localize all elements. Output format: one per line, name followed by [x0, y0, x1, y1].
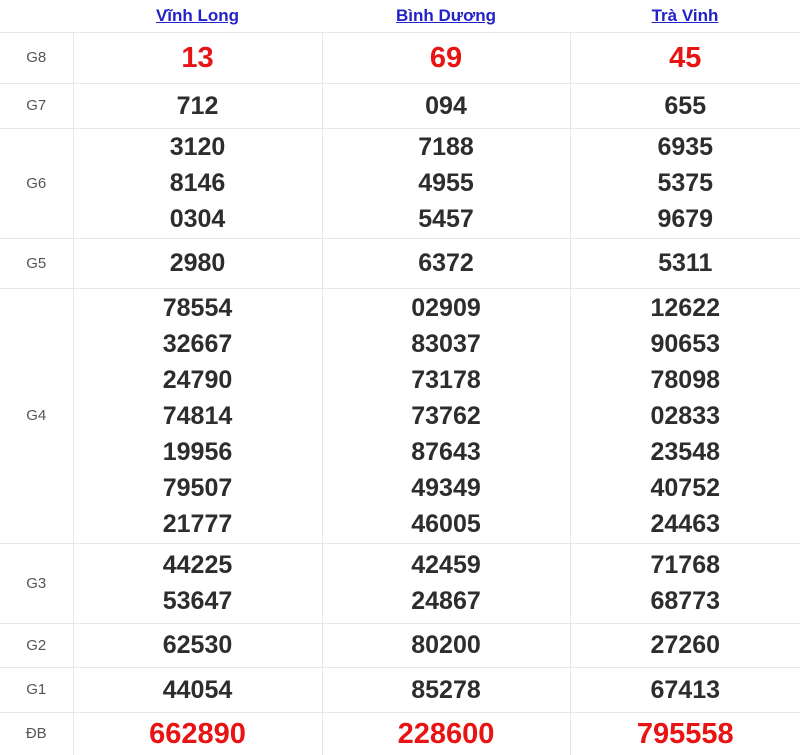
result-cell	[322, 712, 570, 755]
prize-row-g1	[0, 667, 800, 712]
result-number: 02909	[411, 293, 481, 322]
result-number: 2980	[169, 249, 226, 277]
result-number: 8146	[169, 169, 226, 197]
prize-row-g7	[0, 83, 800, 128]
result-number: 67413	[650, 675, 721, 704]
prize-row-g6	[0, 128, 800, 238]
result-cell	[322, 128, 570, 238]
prize-row-g3	[0, 543, 800, 623]
result-cell	[322, 238, 570, 288]
column-header-binh-duong	[322, 0, 570, 32]
results-body	[0, 32, 800, 755]
result-cell	[73, 83, 322, 128]
result-number: 13	[181, 41, 214, 74]
result-number: 655	[664, 91, 707, 120]
result-number: 68773	[650, 587, 721, 615]
prize-label: G3	[0, 543, 73, 623]
prize-row-g4	[0, 288, 800, 543]
province-link-tra-vinh[interactable]: Trà Vinh	[651, 5, 719, 25]
result-cell	[73, 543, 322, 623]
result-number: 4955	[418, 169, 474, 197]
result-cell	[570, 288, 800, 543]
result-cell	[322, 288, 570, 543]
result-number: 3120	[169, 133, 226, 161]
column-header-tra-vinh	[570, 0, 800, 32]
result-number: 712	[176, 91, 219, 120]
result-number: 42459	[411, 551, 481, 579]
result-cell	[570, 238, 800, 288]
result-cell	[570, 128, 800, 238]
result-cell	[322, 83, 570, 128]
result-cell	[570, 543, 800, 623]
result-number: 87643	[411, 437, 481, 466]
result-number: 6372	[418, 249, 474, 277]
prize-label: G6	[0, 128, 73, 238]
result-number: 5311	[658, 249, 713, 277]
result-cell	[570, 32, 800, 83]
result-cell	[73, 667, 322, 712]
result-cell	[322, 32, 570, 83]
result-number: 6935	[657, 133, 714, 161]
province-link-binh-duong[interactable]: Bình Dương	[396, 5, 496, 25]
result-number: 27260	[650, 631, 721, 659]
prize-label: ĐB	[0, 712, 73, 755]
result-number: 795558	[636, 717, 734, 750]
result-number: 9679	[657, 205, 714, 233]
prize-label: G1	[0, 667, 73, 712]
result-number: 12622	[650, 293, 721, 322]
result-number: 46005	[411, 509, 481, 538]
prize-row-g2	[0, 623, 800, 667]
header-row	[0, 0, 800, 32]
result-number: 62530	[162, 631, 233, 659]
result-cell	[73, 238, 322, 288]
result-cell	[570, 667, 800, 712]
result-number: 19956	[162, 437, 233, 466]
result-cell	[570, 83, 800, 128]
result-cell	[322, 667, 570, 712]
result-number: 79507	[162, 473, 233, 502]
result-number: 74814	[162, 401, 233, 430]
result-number: 80200	[411, 631, 481, 659]
result-number: 44054	[162, 675, 233, 704]
result-number: 5457	[418, 205, 474, 233]
result-number: 21777	[162, 509, 233, 538]
result-number: 24867	[411, 587, 481, 615]
result-number: 23548	[650, 437, 721, 466]
result-cell	[73, 32, 322, 83]
result-cell	[73, 288, 322, 543]
result-number: 49349	[411, 473, 481, 502]
result-number: 7188	[418, 133, 474, 161]
result-number: 02833	[650, 401, 721, 430]
result-number: 24790	[162, 365, 233, 394]
result-cell	[73, 712, 322, 755]
corner-cell	[0, 0, 73, 32]
prize-row-g5	[0, 238, 800, 288]
result-number: 094	[425, 91, 467, 120]
result-number: 32667	[162, 329, 233, 358]
result-number: 5375	[657, 169, 714, 197]
result-number: 24463	[650, 509, 721, 538]
result-cell	[570, 712, 800, 755]
prize-label: G8	[0, 32, 73, 83]
result-number: 0304	[169, 205, 226, 233]
prize-label: G5	[0, 238, 73, 288]
prize-row-g8	[0, 32, 800, 83]
prize-label: G2	[0, 623, 73, 667]
result-number: 83037	[411, 329, 481, 358]
result-number: 69	[429, 41, 463, 74]
result-number: 40752	[650, 473, 721, 502]
result-number: 85278	[411, 675, 481, 704]
result-cell	[570, 623, 800, 667]
result-number: 228600	[397, 717, 495, 750]
result-number: 78554	[162, 293, 233, 322]
result-number: 73762	[411, 401, 481, 430]
prize-row-db	[0, 712, 800, 755]
result-number: 73178	[411, 365, 481, 394]
prize-label: G7	[0, 83, 73, 128]
result-number: 71768	[650, 551, 721, 579]
result-number: 53647	[162, 587, 233, 615]
result-number: 44225	[162, 551, 233, 579]
result-cell	[73, 623, 322, 667]
result-number: 78098	[650, 365, 721, 394]
result-number: 45	[669, 41, 702, 74]
province-link-vinh-long[interactable]: Vĩnh Long	[155, 5, 240, 25]
result-cell	[73, 128, 322, 238]
column-header-vinh-long	[73, 0, 322, 32]
result-number: 662890	[149, 717, 246, 750]
prize-label: G4	[0, 288, 73, 543]
result-number: 90653	[650, 329, 721, 358]
result-cell	[322, 623, 570, 667]
result-cell	[322, 543, 570, 623]
